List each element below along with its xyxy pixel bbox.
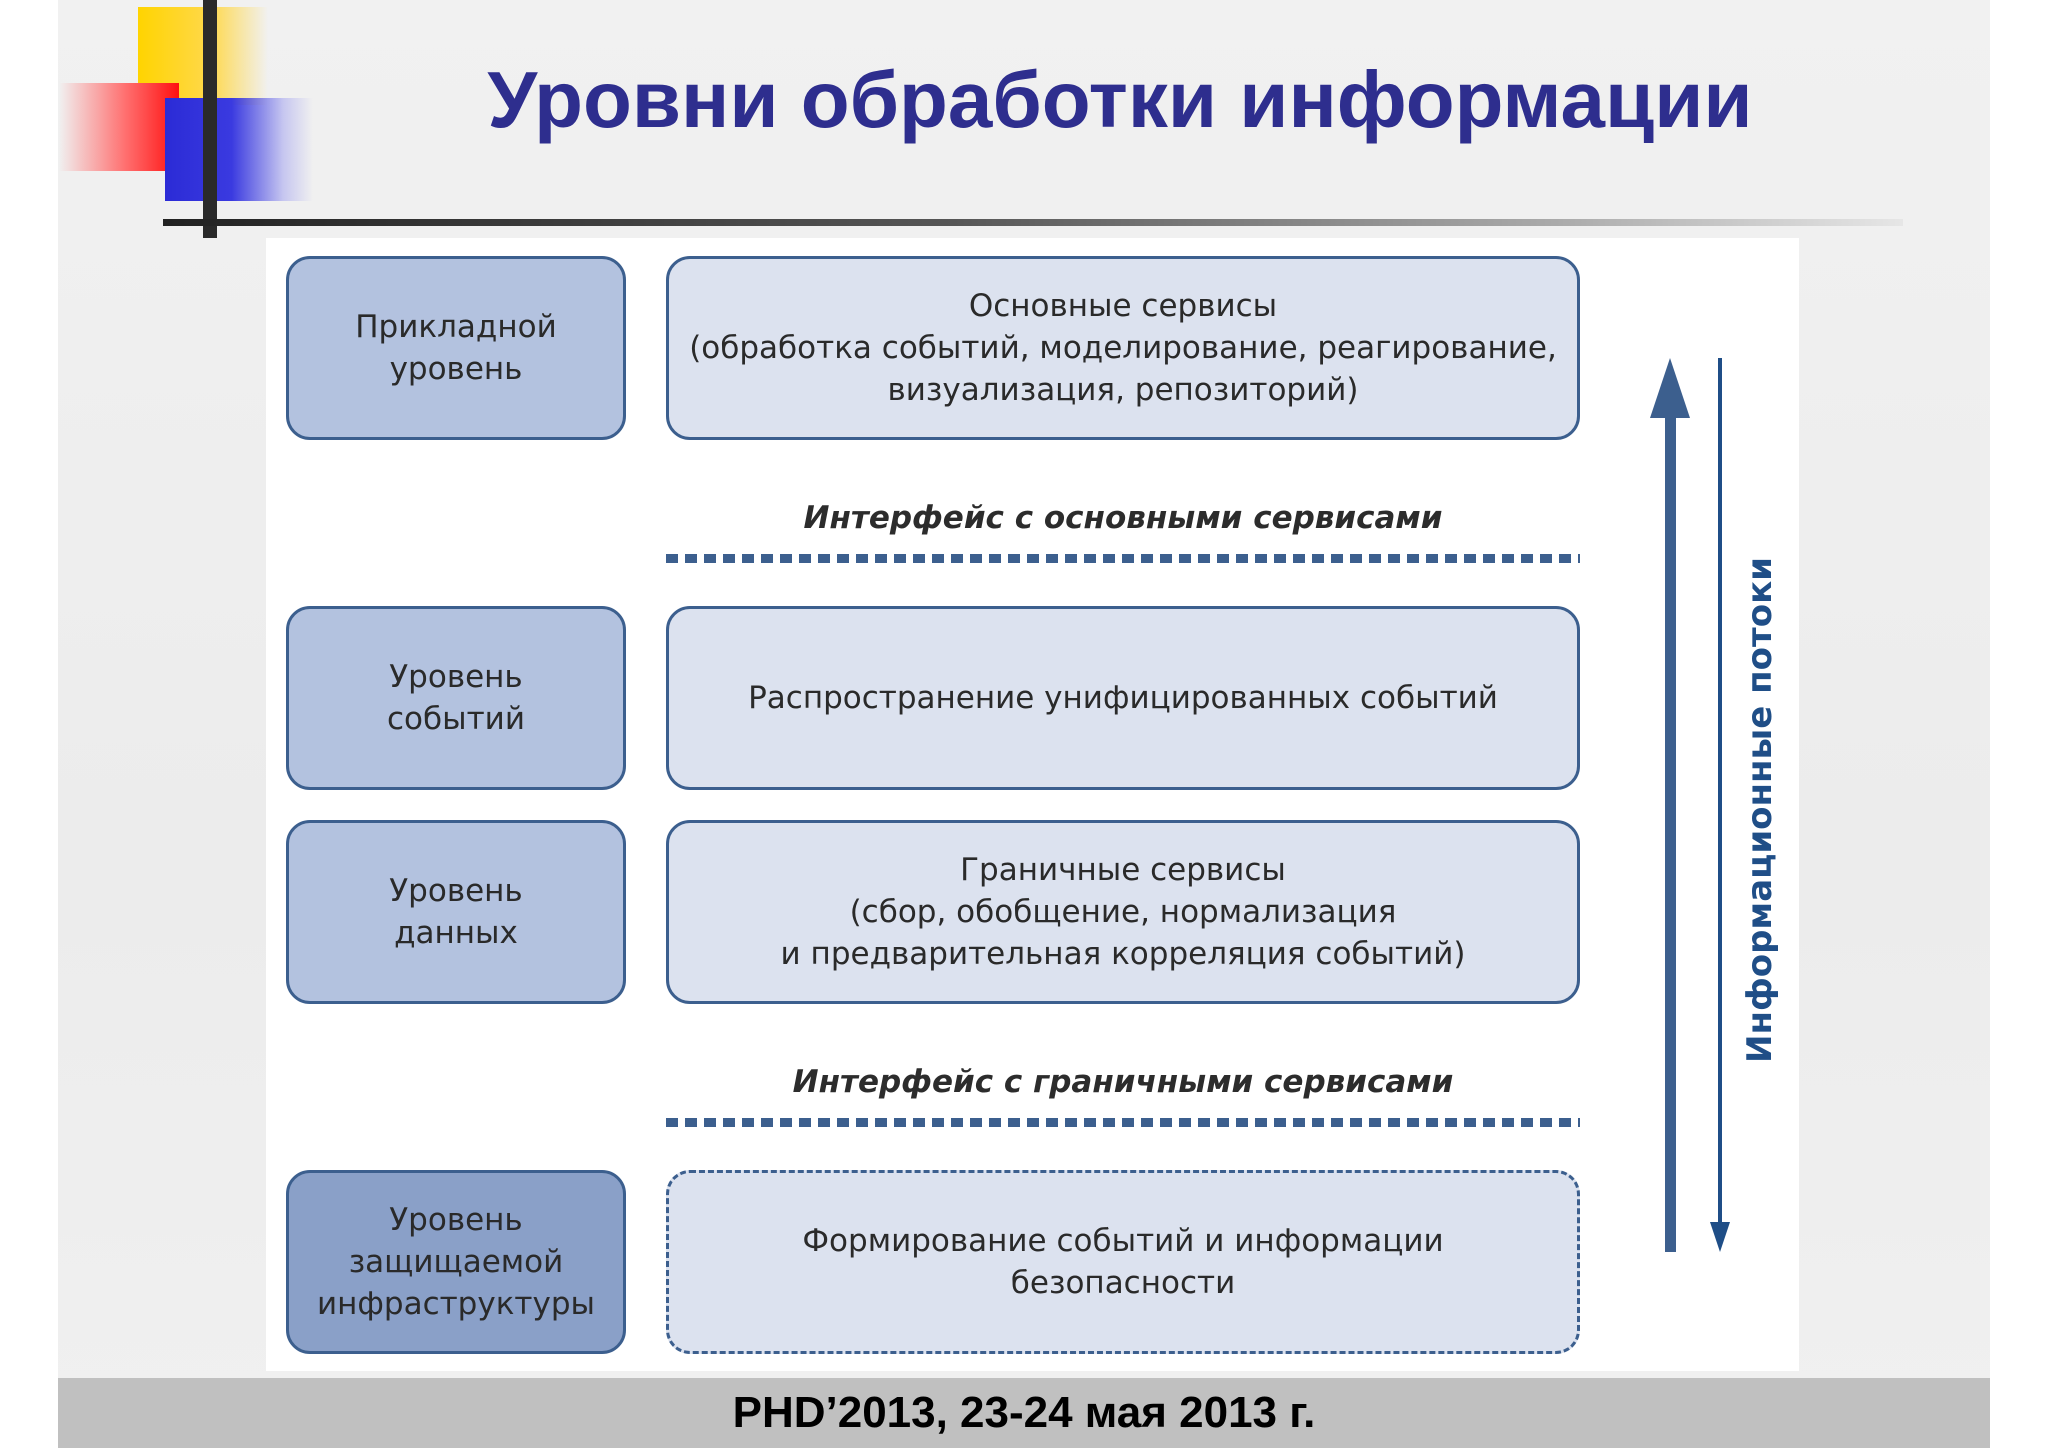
interface-label-core: Интерфейс с основными сервисами — [803, 500, 1443, 536]
level-label-line: Уровень — [389, 1202, 523, 1238]
level-box-infrastructure — [286, 1170, 626, 1354]
level-box-data — [286, 820, 626, 1004]
desc-line: Основные сервисы — [968, 288, 1278, 324]
level-label-line: защищаемой — [348, 1244, 564, 1280]
level-label-line: Уровень — [389, 873, 523, 909]
desc-line: визуализация, репозиторий) — [887, 372, 1359, 408]
level-label-line: данных — [394, 915, 518, 951]
information-flow-label: Информационные потоки — [1740, 557, 1780, 1063]
footer-text: PHD’2013, 23-24 мая 2013 г. — [732, 1388, 1316, 1437]
level-label-line: Уровень — [389, 659, 523, 695]
desc-box-event-distribution — [666, 606, 1580, 790]
interface-label-edge: Интерфейс с граничными сервисами — [792, 1064, 1454, 1100]
interface-dotted-line-edge — [666, 1118, 1580, 1127]
up-arrow-shaft — [1665, 410, 1676, 1252]
desc-line: и предварительная корреляция событий) — [780, 936, 1466, 972]
logo-blue-square — [165, 98, 313, 201]
desc-box-core-services — [666, 256, 1580, 440]
slide-title: Уровни обработки информации — [487, 55, 1753, 144]
desc-line: Граничные сервисы — [960, 852, 1286, 888]
level-label-line: инфраструктуры — [316, 1286, 595, 1322]
desc-line: Распространение унифицированных событий — [748, 680, 1498, 716]
information-flow-arrows — [1620, 350, 1740, 1270]
desc-line: (обработка событий, моделирование, реагирование, — [689, 330, 1557, 366]
level-label-line: событий — [387, 701, 525, 737]
level-label-line: уровень — [389, 351, 523, 387]
down-arrow-shaft — [1718, 358, 1722, 1238]
logo-vertical-bar — [203, 0, 217, 238]
title-underline — [163, 219, 1903, 226]
down-arrow-head-icon — [1710, 1222, 1730, 1252]
up-arrow-head-icon — [1650, 358, 1690, 418]
level-box-events — [286, 606, 626, 790]
desc-box-edge-services — [666, 820, 1580, 1004]
footer-bar — [58, 1378, 1990, 1448]
level-box-application — [286, 256, 626, 440]
desc-box-security-events — [666, 1170, 1580, 1354]
desc-line: Формирование событий и информации безопасности — [802, 1223, 1444, 1301]
level-label-line: Прикладной — [355, 309, 557, 345]
logo-red-square — [59, 83, 179, 171]
desc-line: (сбор, обобщение, нормализация — [849, 894, 1397, 930]
interface-dotted-line-core — [666, 554, 1580, 563]
